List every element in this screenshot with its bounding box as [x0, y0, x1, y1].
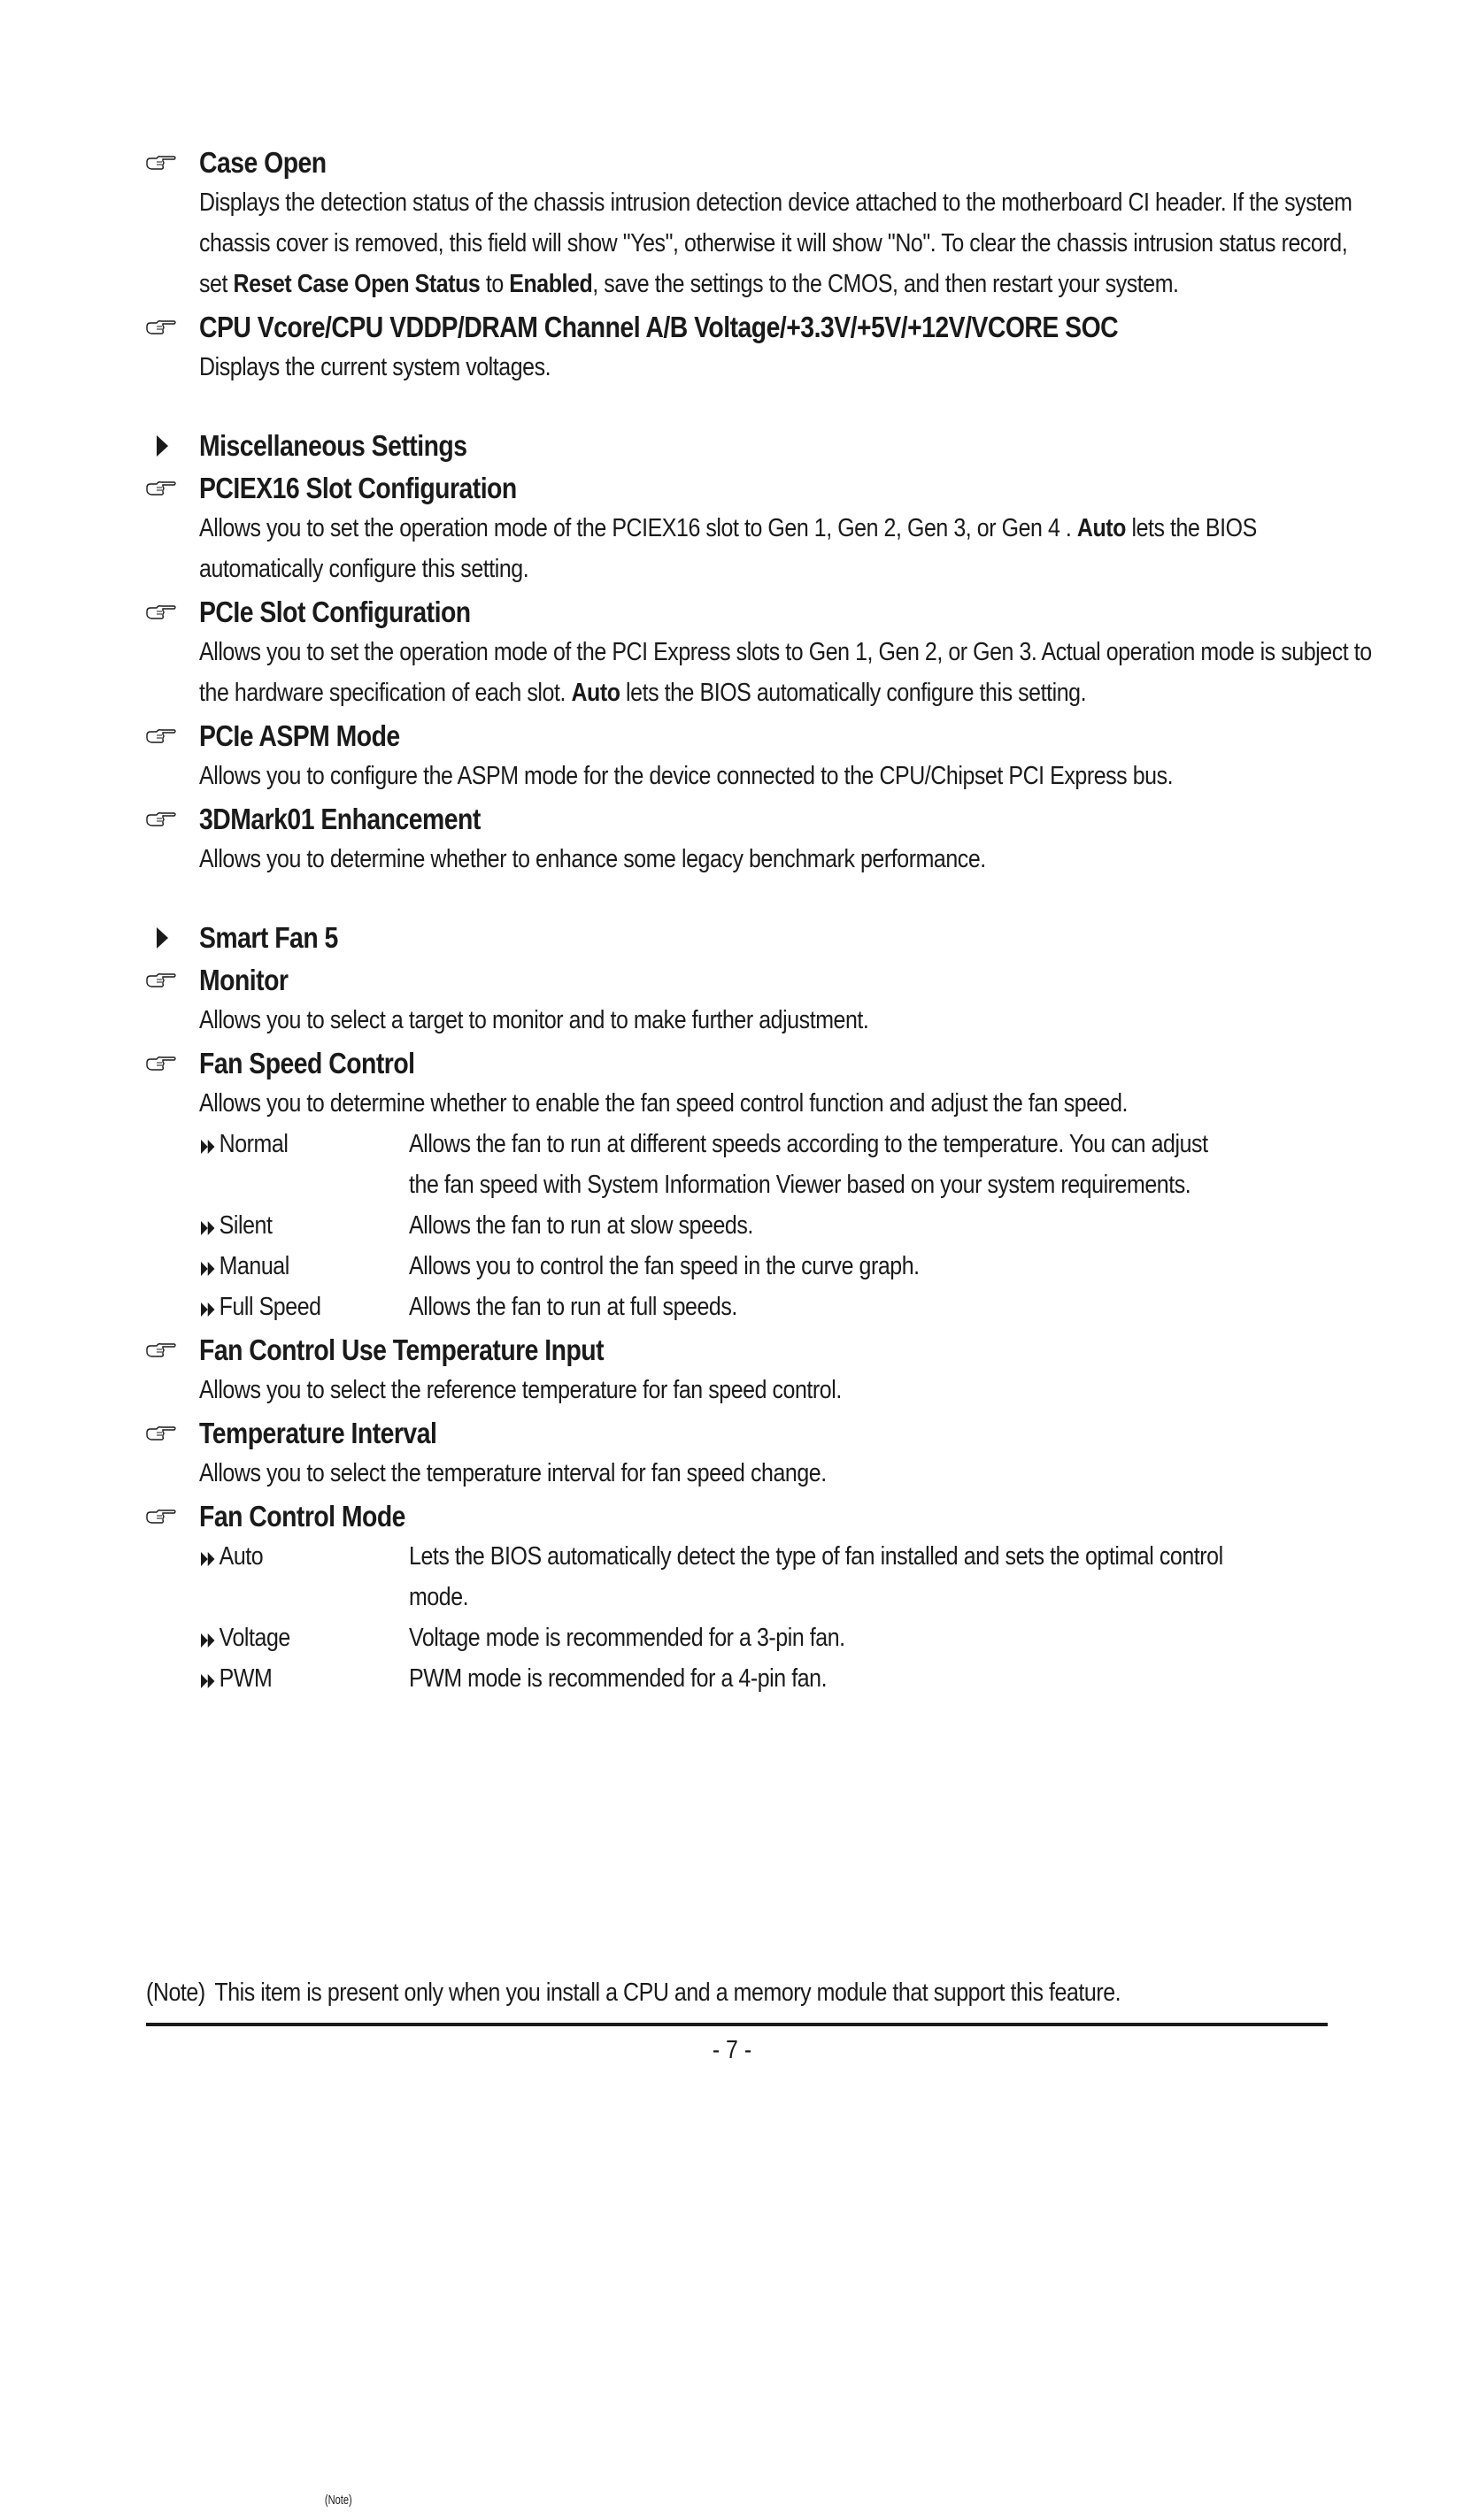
item-description	[199, 632, 1381, 713]
text: to	[480, 270, 510, 298]
text: , save the settings to the CMOS, and then restart your system.	[592, 270, 1179, 298]
bold-value: Enabled	[509, 270, 593, 298]
pointing-hand-icon	[146, 480, 176, 497]
text: .	[1065, 514, 1077, 542]
note-reference: (Note)	[324, 2493, 352, 2508]
item-temperature-interval	[146, 1414, 1328, 1494]
option-auto	[199, 1536, 1328, 1577]
item-description: Allows you to select the reference temperature for fan speed control.	[199, 1376, 842, 1404]
item-description: Displays the current system voltages.	[199, 353, 551, 381]
double-arrow-icon	[201, 1658, 214, 1699]
item-title: PCIe Slot Configuration	[199, 595, 471, 628]
page-number: - 7 -	[712, 2036, 752, 2064]
item-title: 3DMark01 Enhancement	[199, 803, 481, 835]
option-normal	[199, 1124, 1328, 1164]
option-voltage	[199, 1617, 1328, 1658]
double-arrow-icon	[201, 1205, 214, 1246]
option-auto-continued	[199, 1577, 1328, 1617]
pointing-hand-icon	[146, 154, 176, 172]
item-description: Allows you to determine whether to enhance some legacy benchmark performance.	[199, 845, 986, 873]
option-manual	[199, 1246, 1328, 1287]
item-title: Fan Control Use Temperature Input	[199, 1333, 605, 1366]
item-description: Allows you to determine whether to enable the fan speed control function and adjust the fan speed.	[199, 1089, 1129, 1118]
section-title: Smart Fan 5	[199, 921, 338, 954]
item-fan-control-mode	[146, 1497, 1328, 1699]
double-arrow-icon	[201, 1124, 214, 1164]
item-title: Fan Control Mode	[199, 1500, 405, 1533]
text: Allows you to set the operation mode of the PCIEX16 slot to Gen 1, Gen 2, Gen 3, or Gen 4	[199, 514, 1066, 542]
bold-setting: Reset Case Open Status	[233, 270, 481, 298]
item-3dmark01-enhancement	[146, 800, 1328, 880]
item-title: CPU Vcore/CPU VDDP/DRAM Channel A/B Voltage/+3.3V/+5V/+12V/VCORE SOC	[199, 311, 1119, 343]
triangle-right-icon	[157, 435, 168, 457]
section-smart-fan-5	[146, 918, 1328, 957]
option-description: Allows the fan to run at full speeds.	[409, 1293, 737, 1321]
double-arrow-icon	[201, 1287, 214, 1327]
item-fan-speed-control	[146, 1044, 1328, 1327]
option-description: Allows the fan to run at different speeds according to the temperature. You can adjust	[409, 1130, 1208, 1158]
footnote-text: This item is present only when you install a CPU and a memory module that support this feature.	[214, 1978, 1121, 2007]
option-label: Full Speed	[219, 1293, 321, 1321]
pointing-hand-icon	[146, 319, 176, 336]
pointing-hand-icon	[146, 727, 176, 745]
option-label: PWM	[219, 1664, 273, 1693]
option-full-speed	[199, 1287, 1328, 1327]
text: lets the BIOS automatically configure this setting.	[620, 679, 1087, 707]
item-case-open	[146, 143, 1352, 304]
item-description: Allows you to select a target to monitor and to make further adjustment.	[199, 1006, 869, 1034]
item-pcie-aspm-mode	[146, 717, 1328, 796]
section-title: Miscellaneous Settings	[199, 429, 467, 462]
pointing-hand-icon	[146, 972, 176, 989]
option-pwm	[199, 1658, 1328, 1699]
option-description: the fan speed with System Information Viewer based on your system requirements.	[409, 1171, 1191, 1199]
option-label: Silent	[219, 1211, 273, 1240]
pointing-hand-icon	[146, 811, 176, 828]
option-label: Voltage	[219, 1624, 290, 1652]
text: lets the BIOS automatically configure this setting.	[199, 514, 1257, 583]
pointing-hand-icon	[146, 603, 176, 621]
pointing-hand-icon	[146, 1508, 176, 1525]
item-description: Allows you to select the temperature interval for fan speed change.	[199, 1459, 827, 1487]
footer-rule	[146, 2023, 1328, 2026]
option-label: Normal	[219, 1130, 289, 1158]
double-arrow-icon	[201, 1536, 214, 1577]
option-description: Lets the BIOS automatically detect the type of fan installed and sets the optimal control	[409, 1542, 1223, 1571]
item-title: PCIe ASPM Mode	[199, 719, 400, 752]
item-title: Case Open	[199, 146, 327, 179]
pointing-hand-icon	[146, 1055, 176, 1072]
option-label: Auto	[219, 1542, 264, 1571]
option-label: Manual	[219, 1252, 289, 1280]
item-pcie-slot-configuration	[146, 593, 1372, 713]
section-miscellaneous-settings	[146, 426, 1328, 465]
item-fan-control-use-temperature-input	[146, 1331, 1328, 1410]
item-title: Monitor	[199, 964, 289, 996]
pointing-hand-icon	[146, 1425, 176, 1442]
item-title: Fan Speed Control	[199, 1047, 415, 1079]
text: Displays the detection status of the chassis intrusion detection device attached to the motherboard CI header. If the system chassis cover is removed, this field will show "Yes", otherwise it will show "No". To clear the chassis intrusion status record, set	[199, 188, 1352, 298]
pointing-hand-icon	[146, 1341, 176, 1359]
option-description: PWM mode is recommended for a 4-pin fan.	[409, 1664, 828, 1693]
option-silent	[199, 1205, 1328, 1246]
option-description: Voltage mode is recommended for a 3-pin fan.	[409, 1624, 845, 1652]
option-description: mode.	[409, 1583, 469, 1611]
triangle-right-icon	[157, 927, 168, 949]
double-arrow-icon	[201, 1246, 214, 1287]
item-monitor	[146, 961, 1328, 1041]
item-description	[199, 182, 1381, 304]
footnote-label: (Note)	[146, 1978, 205, 2007]
option-description: Allows the fan to run at slow speeds.	[409, 1211, 753, 1240]
bold-value: Auto	[1076, 514, 1126, 542]
option-description: Allows you to control the fan speed in the curve graph.	[409, 1252, 920, 1280]
double-arrow-icon	[201, 1617, 214, 1658]
footnote	[146, 1973, 1121, 2012]
text: Allows you to set the operation mode of the PCI Express slots to Gen 1, Gen 2, or Gen 3. Actual operation mode is subject to the hardware specification of each slot.	[199, 638, 1372, 707]
bold-value: Auto	[571, 679, 620, 707]
item-title: PCIEX16 Slot Configuration	[199, 472, 517, 504]
item-description: Allows you to configure the ASPM mode for the device connected to the CPU/Chipset PCI Express bus.	[199, 762, 1174, 790]
item-voltages	[146, 308, 1328, 388]
item-title: Temperature Interval	[199, 1417, 437, 1449]
option-normal-continued	[199, 1164, 1328, 1205]
